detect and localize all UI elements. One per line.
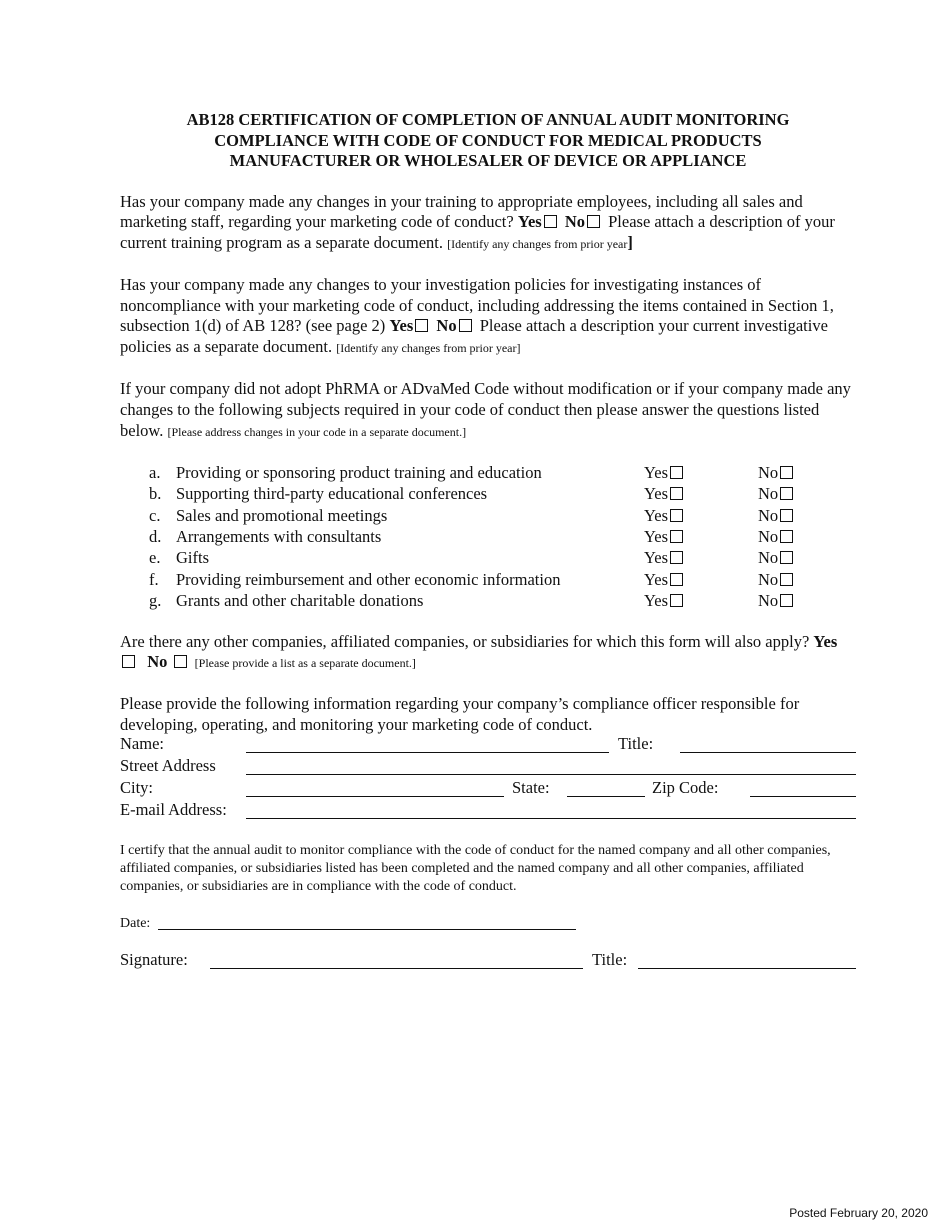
question-investigation-no-checkbox[interactable]	[459, 319, 472, 332]
topic-letter: g.	[149, 590, 162, 610]
topic-no-label: No	[758, 484, 779, 504]
topic-letter: b.	[149, 484, 162, 504]
topic-text: Gifts	[176, 548, 209, 568]
title-field[interactable]	[680, 752, 856, 753]
topic-text: Arrangements with consultants	[176, 527, 382, 546]
topic-row	[120, 548, 856, 569]
street-address-field[interactable]	[246, 774, 856, 775]
topic-yes-option	[644, 527, 758, 547]
topic-yes-option	[644, 463, 758, 483]
question-affiliates-no-checkbox[interactable]	[174, 655, 187, 668]
topic-no-checkbox[interactable]	[780, 573, 793, 586]
topic-yes-label: Yes	[644, 569, 669, 589]
signature-title-field[interactable]	[638, 968, 856, 969]
topic-no-option	[758, 463, 818, 483]
topic-letter: c.	[149, 505, 161, 525]
title-line-1: AB128 CERTIFICATION OF COMPLETION OF ANNUAL AUDIT MONITORING	[186, 110, 790, 129]
question-investigation-instructions: Please attach a description your current investigative policies as a separate document.	[120, 316, 828, 357]
posted-date-footer: Posted February 20, 2020	[789, 1206, 928, 1220]
topic-no-label: No	[758, 548, 779, 568]
topic-no-option	[758, 506, 818, 526]
date-field[interactable]	[158, 929, 576, 930]
title-line-3: MANUFACTURER OR WHOLESALER OF DEVICE OR APPLIANCE	[229, 151, 747, 170]
topic-no-label: No	[758, 569, 779, 589]
question-training	[120, 192, 856, 255]
topic-no-checkbox[interactable]	[780, 530, 793, 543]
topic-yes-label: Yes	[644, 527, 669, 546]
title-line-2: COMPLIANCE WITH CODE OF CONDUCT FOR MEDICAL PRODUCTS	[214, 130, 762, 150]
topics-list	[120, 462, 856, 611]
topic-yes-checkbox[interactable]	[670, 509, 683, 522]
zip-code-label: Zip Code:	[652, 777, 719, 797]
topic-letter: a.	[149, 463, 161, 483]
certification-statement: I certify that the annual audit to monitor compliance with the code of conduct for the named company and all other companies, affiliated companies, or subsidiaries listed has been completed and the named company and all other companies, affiliated companies, or subsidiaries are in compliance with the code of conduct.	[120, 842, 831, 894]
topic-row	[120, 526, 856, 547]
name-label: Name:	[120, 733, 164, 753]
street-row	[120, 756, 856, 778]
title-label: Title:	[618, 733, 654, 753]
question-training-yes-label: Yes	[517, 212, 542, 232]
topic-letter: e.	[149, 548, 161, 568]
signature-row	[120, 950, 856, 972]
topic-no-option	[758, 527, 818, 547]
topic-yes-option	[644, 484, 758, 504]
topic-text: Supporting third-party educational conferences	[176, 484, 488, 504]
topic-yes-label: Yes	[644, 484, 669, 504]
question-training-yes-checkbox[interactable]	[544, 215, 557, 228]
name-field[interactable]	[246, 752, 609, 753]
date-label: Date:	[120, 915, 151, 931]
name-title-row	[120, 734, 856, 756]
topic-yes-option	[644, 591, 758, 611]
topic-no-checkbox[interactable]	[780, 466, 793, 479]
topic-text: Providing or sponsoring product training and education	[176, 463, 542, 483]
question-code-changes-note: [Please address changes in your code in a separate document.]	[167, 424, 467, 439]
topic-no-option	[758, 591, 818, 611]
city-label: City:	[120, 777, 154, 797]
topic-letter: f.	[149, 569, 159, 589]
date-row	[120, 914, 856, 936]
form-page	[120, 110, 856, 972]
city-field[interactable]	[246, 796, 504, 797]
email-row	[120, 800, 856, 822]
topic-no-checkbox[interactable]	[780, 509, 793, 522]
question-investigation-note: [Identify any changes from prior year]	[336, 341, 521, 356]
topic-no-label: No	[758, 463, 779, 483]
zip-code-field[interactable]	[750, 796, 856, 797]
state-label: State:	[512, 777, 550, 797]
question-affiliates-note: [Please provide a list as a separate document.]	[194, 656, 416, 671]
topic-no-checkbox[interactable]	[780, 551, 793, 564]
email-label: E-mail Address:	[120, 799, 227, 819]
topic-yes-label: Yes	[644, 548, 669, 568]
city-state-zip-row	[120, 778, 856, 800]
question-code-changes-text: If your company did not adopt PhRMA or ADvaMed Code without modification or if your company made any changes to the following subjects required in your code of conduct then please answer the questions listed below.	[120, 379, 851, 440]
topic-letter: d.	[149, 527, 162, 546]
topic-text: Sales and promotional meetings	[176, 505, 388, 525]
signature-field[interactable]	[210, 968, 583, 969]
topic-row	[120, 590, 856, 611]
question-affiliates-no-label: No	[147, 652, 168, 672]
topic-yes-checkbox[interactable]	[670, 594, 683, 607]
document-title	[120, 110, 856, 172]
question-investigation-text: Has your company made any changes to your investigation policies for investigating instances of noncompliance with your marketing code of conduct, including addressing the items contained in Section 1, subsection 1(d) of AB 128? (see page 2)	[120, 274, 834, 336]
topic-row	[120, 462, 856, 483]
question-affiliates-text: Are there any other companies, affiliated companies, or subsidiaries for which this form will also apply?	[120, 631, 810, 651]
question-training-no-checkbox[interactable]	[587, 215, 600, 228]
signature-label: Signature:	[120, 949, 188, 969]
topic-no-checkbox[interactable]	[780, 594, 793, 607]
topic-yes-label: Yes	[644, 463, 669, 483]
topic-yes-checkbox[interactable]	[670, 530, 683, 543]
question-code-changes	[120, 379, 856, 442]
question-training-instructions: Please attach a description of your current training program as a separate document.	[120, 212, 835, 253]
topic-yes-option	[644, 570, 758, 590]
email-field[interactable]	[246, 818, 856, 819]
officer-info-fields	[120, 734, 856, 822]
topic-yes-option	[644, 548, 758, 568]
question-training-note-bracket: ]	[627, 233, 633, 253]
topic-text: Providing reimbursement and other economic information	[176, 569, 561, 589]
topic-yes-checkbox[interactable]	[670, 487, 683, 500]
topic-no-label: No	[758, 505, 779, 525]
question-officer-text: Please provide the following information regarding your company’s compliance officer responsible for developing, operating, and monitoring your marketing code of conduct.	[120, 694, 800, 734]
question-officer	[120, 694, 856, 736]
topic-row	[120, 484, 856, 505]
question-affiliates-yes-checkbox[interactable]	[122, 655, 135, 668]
topic-row	[120, 505, 856, 526]
question-training-no-label: No	[564, 212, 585, 232]
topic-no-option	[758, 548, 818, 568]
question-affiliates-yes-label: Yes	[813, 631, 838, 651]
question-investigation	[120, 275, 856, 359]
topic-yes-checkbox[interactable]	[670, 551, 683, 564]
question-investigation-yes-checkbox[interactable]	[415, 319, 428, 332]
question-investigation-no-label: No	[436, 316, 457, 336]
question-training-note: [Identify any changes from prior year	[447, 237, 628, 252]
question-investigation-yes-label: Yes	[389, 316, 414, 336]
street-address-label: Street Address	[120, 755, 216, 775]
signature-title-label: Title:	[592, 949, 628, 969]
topic-row	[120, 569, 856, 590]
question-training-text: Has your company made any changes in your training to appropriate employees, including all sales and marketing staff, regarding your marketing code of conduct?	[120, 191, 803, 232]
topic-yes-checkbox[interactable]	[670, 573, 683, 586]
topic-no-option	[758, 484, 818, 504]
question-affiliates	[120, 632, 856, 675]
topic-yes-option	[644, 506, 758, 526]
topic-yes-checkbox[interactable]	[670, 466, 683, 479]
topic-yes-label: Yes	[644, 590, 669, 610]
topic-no-label: No	[758, 590, 779, 610]
topic-no-label: No	[758, 527, 779, 546]
topic-no-option	[758, 570, 818, 590]
state-field[interactable]	[567, 796, 645, 797]
topic-yes-label: Yes	[644, 505, 669, 525]
topic-no-checkbox[interactable]	[780, 487, 793, 500]
topic-text: Grants and other charitable donations	[176, 590, 424, 610]
